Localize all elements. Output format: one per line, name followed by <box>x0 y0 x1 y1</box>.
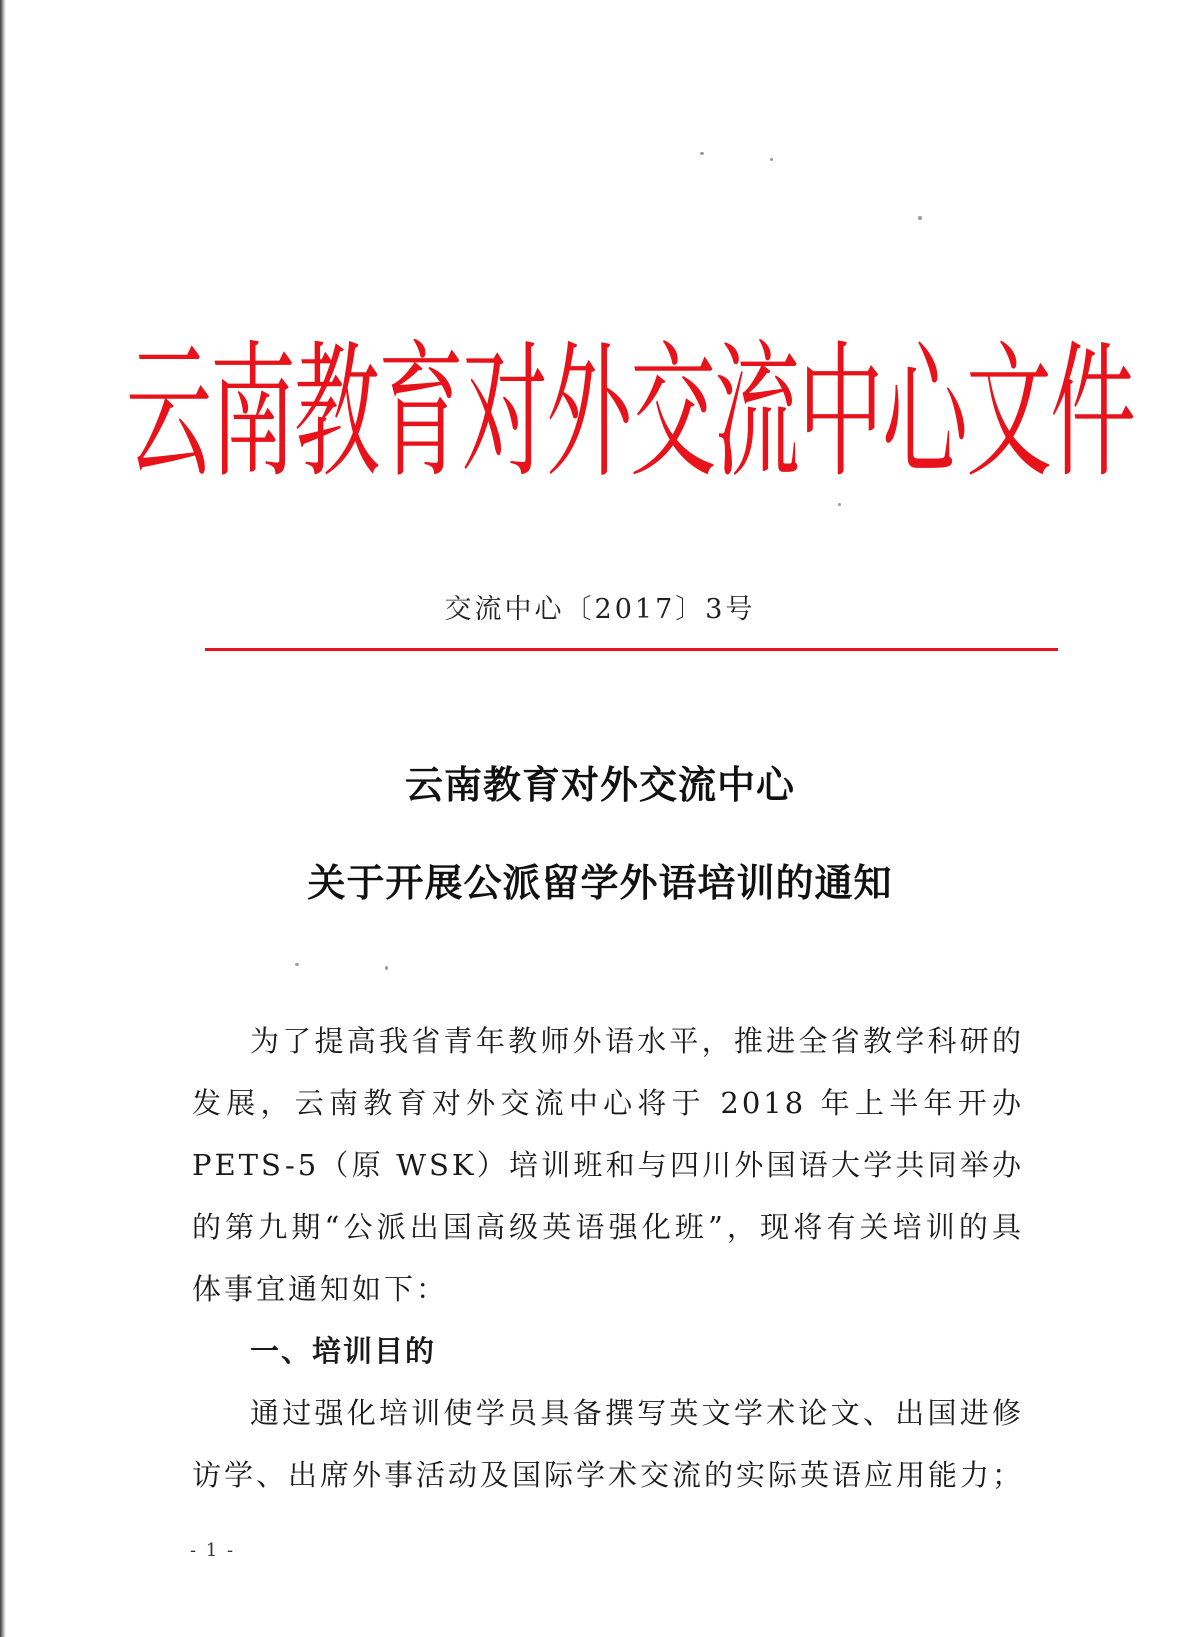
red-separator-line <box>205 648 1058 651</box>
notice-title-line1: 云南教育对外交流中心 <box>404 763 795 807</box>
section-paragraph-1: 通过强化培训使学员具备撰写英文学术论文、出国进修访学、出席外事活动及国际学术交流的实际英语应用能力； <box>192 1396 1025 1492</box>
intro-paragraph: 为了提高我省青年教师外语水平，推进全省教学科研的发展，云南教育对外交流中心将于 2018 年上半年开办 PETS-5（原 WSK）培训班和与四川外国语大学共同举办的第九期“公派出国高级英语强化班”，现将有关培训的具体事宜通知如下： <box>192 1024 1024 1306</box>
document-body <box>192 1010 1024 1506</box>
scan-edge-shadow <box>0 0 6 1637</box>
page-number: - 1 - <box>190 1540 236 1561</box>
scan-speck <box>838 503 841 506</box>
scan-speck <box>385 966 388 970</box>
scan-speck <box>918 216 922 220</box>
red-header-title: 云南教育对外交流中心文件 <box>126 328 1134 499</box>
scan-speck <box>295 963 299 966</box>
scan-speck <box>700 152 704 155</box>
scan-speck <box>770 158 773 161</box>
document-number: 交流中心〔2017〕3号 <box>444 594 756 625</box>
notice-title-line2: 关于开展公派留学外语培训的通知 <box>307 861 893 905</box>
section-heading-1: 一、培训目的 <box>250 1334 437 1368</box>
